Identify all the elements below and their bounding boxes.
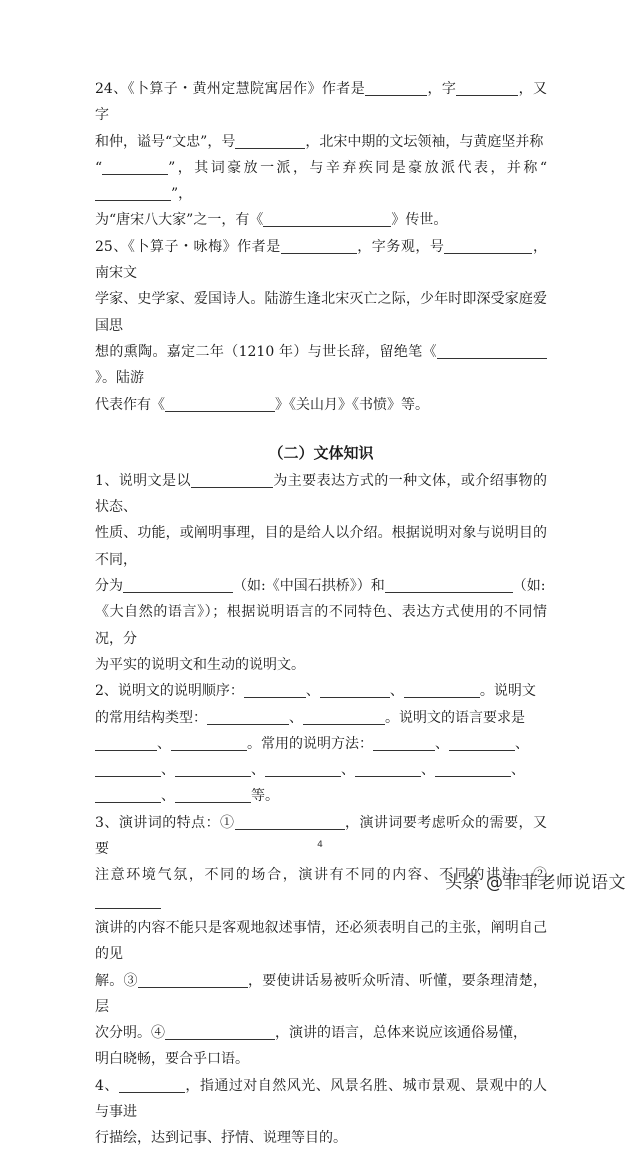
text: ，演讲词要考虑听众的需要，又要 (95, 814, 547, 858)
separator: 、 (421, 762, 435, 779)
answer-blank[interactable] (119, 1076, 185, 1093)
text: 明白晓畅，要合乎口语。 (95, 1051, 249, 1068)
text: 行描绘，达到记事、抒情、说理等目的。 (95, 1130, 347, 1147)
answer-blank[interactable] (456, 79, 518, 96)
separator: 、 (161, 788, 175, 805)
separator: 、 (389, 683, 404, 700)
item-1 (95, 468, 547, 678)
source-watermark: 头条 @菲菲老师说语文 (445, 873, 626, 893)
answer-blank[interactable] (320, 681, 390, 698)
answer-blank[interactable] (171, 734, 247, 751)
answer-blank[interactable] (444, 237, 532, 254)
question-24 (95, 76, 547, 234)
text: 2、说明文的说明顺序： (95, 683, 244, 700)
text: 为平实的说明文和生动的说明文。 (95, 656, 305, 673)
page-number: 4 (317, 840, 323, 850)
item-2 (95, 678, 547, 809)
text: 《大自然的语言》）；根据说明语言的不同特色、表达方式使用的不同情况，分 (95, 604, 547, 647)
text: 代表作有《 (95, 396, 165, 413)
answer-blank[interactable] (102, 158, 168, 175)
answer-blank[interactable] (123, 576, 233, 593)
answer-blank[interactable] (95, 734, 157, 751)
answer-blank[interactable] (263, 210, 391, 227)
text: 。常用的说明方法： (247, 735, 373, 752)
answer-blank[interactable] (95, 760, 161, 777)
text: 为“唐宋八大家”之一，有《 (95, 212, 264, 229)
answer-blank[interactable] (244, 681, 306, 698)
text: 解。③ (95, 972, 138, 989)
answer-blank[interactable] (365, 79, 427, 96)
answer-blank[interactable] (404, 681, 480, 698)
answer-blank[interactable] (437, 342, 547, 359)
text: ”，其词豪放一派，与辛弃疾同是豪放派代表，并称“ (168, 159, 547, 176)
answer-blank[interactable] (175, 760, 251, 777)
answer-blank[interactable] (235, 813, 345, 830)
text: ，北宋中期的文坛领袖，与黄庭坚并称 (305, 133, 544, 150)
text: 注意环境气氛，不同的场合，演讲有不同的内容、不同的讲法。② (95, 867, 547, 884)
text: 25、《卜算子・咏梅》作者是 (95, 238, 281, 255)
answer-blank[interactable] (435, 760, 511, 777)
text: 24、《卜算子・黄州定慧院寓居作》作者是 (95, 81, 366, 97)
text: ，演讲的语言，总体来说应该通俗易懂， (275, 1025, 527, 1042)
separator: 、 (341, 762, 355, 779)
answer-blank[interactable] (355, 760, 421, 777)
answer-blank[interactable] (175, 786, 251, 803)
text: 3、演讲词的特点：① (95, 814, 235, 831)
separator: 、 (157, 735, 171, 752)
answer-blank[interactable] (165, 1023, 275, 1040)
separator: 、 (511, 762, 525, 779)
answer-blank[interactable] (191, 471, 273, 488)
answer-blank[interactable] (138, 971, 248, 988)
text: 次分明。④ (95, 1025, 165, 1042)
text: 性质、功能，或阐明事理，目的是给人以介绍。根据说明对象与说明目的不同， (95, 525, 547, 568)
text: 想的熏陶。嘉定二年（1210 年）与世长辞，留绝笔《 (95, 343, 437, 360)
answer-blank[interactable] (207, 708, 289, 725)
text: （如:《中国石拱桥》）和 (233, 578, 385, 595)
separator: 、 (435, 735, 449, 752)
text: 》《关山月》《书愤》等。 (275, 396, 429, 413)
answer-blank[interactable] (235, 132, 305, 149)
text: 。说明文的语言要求是 (385, 709, 525, 726)
text: （如: (512, 578, 546, 595)
separator: 、 (305, 683, 320, 700)
section-title: （二）文体知识 (268, 443, 374, 462)
answer-blank[interactable] (449, 734, 515, 751)
text: ”， (171, 186, 193, 203)
answer-blank[interactable] (95, 786, 161, 803)
text: “ (95, 159, 103, 176)
text: 》。陆游 (95, 370, 144, 387)
text: ，又字 (95, 81, 547, 124)
text: 等。 (251, 788, 279, 805)
separator: 、 (515, 735, 529, 752)
text: 分为 (95, 578, 123, 595)
answer-blank[interactable] (165, 395, 275, 412)
answer-blank[interactable] (281, 237, 357, 254)
separator: 、 (251, 762, 265, 779)
page-content (95, 76, 547, 1152)
text: 学家、史学家、爱国诗人。陆游生逢北宋灭亡之际，少年时即深受家庭爱国思 (95, 291, 547, 334)
text: 1、说明文是以 (95, 472, 191, 489)
text: ，南宋文 (95, 238, 548, 282)
answer-blank[interactable] (385, 576, 513, 593)
text: ，指通过对自然风光、风景名胜、城市景观、景观中的人与事进 (95, 1077, 547, 1120)
text: 和仲，谥号“文忠”，号 (95, 133, 236, 150)
text: 的常用结构类型： (95, 709, 207, 726)
text: 4、 (95, 1077, 119, 1094)
text: ，字务观，号 (356, 238, 445, 255)
answer-blank[interactable] (265, 760, 341, 777)
answer-blank[interactable] (303, 708, 385, 725)
answer-blank[interactable] (95, 892, 161, 909)
separator: 、 (161, 762, 175, 779)
answer-blank[interactable] (373, 734, 435, 751)
text: ，字 (427, 81, 457, 97)
text: ，要使讲话易被听众听清、听懂，要条理清楚，层 (95, 972, 547, 1015)
text: 为主要表达方式的一种文体，或介绍事物的状态、 (95, 472, 547, 516)
text: 。说明文 (479, 683, 536, 700)
answer-blank[interactable] (95, 184, 171, 201)
question-25 (95, 234, 547, 418)
text: 》传世。 (391, 212, 448, 229)
item-4 (95, 1073, 547, 1152)
separator: 、 (289, 709, 303, 726)
text: 演讲的内容不能只是客观地叙述事情，还必须表明自己的主张，阐明自己的见 (95, 919, 547, 963)
